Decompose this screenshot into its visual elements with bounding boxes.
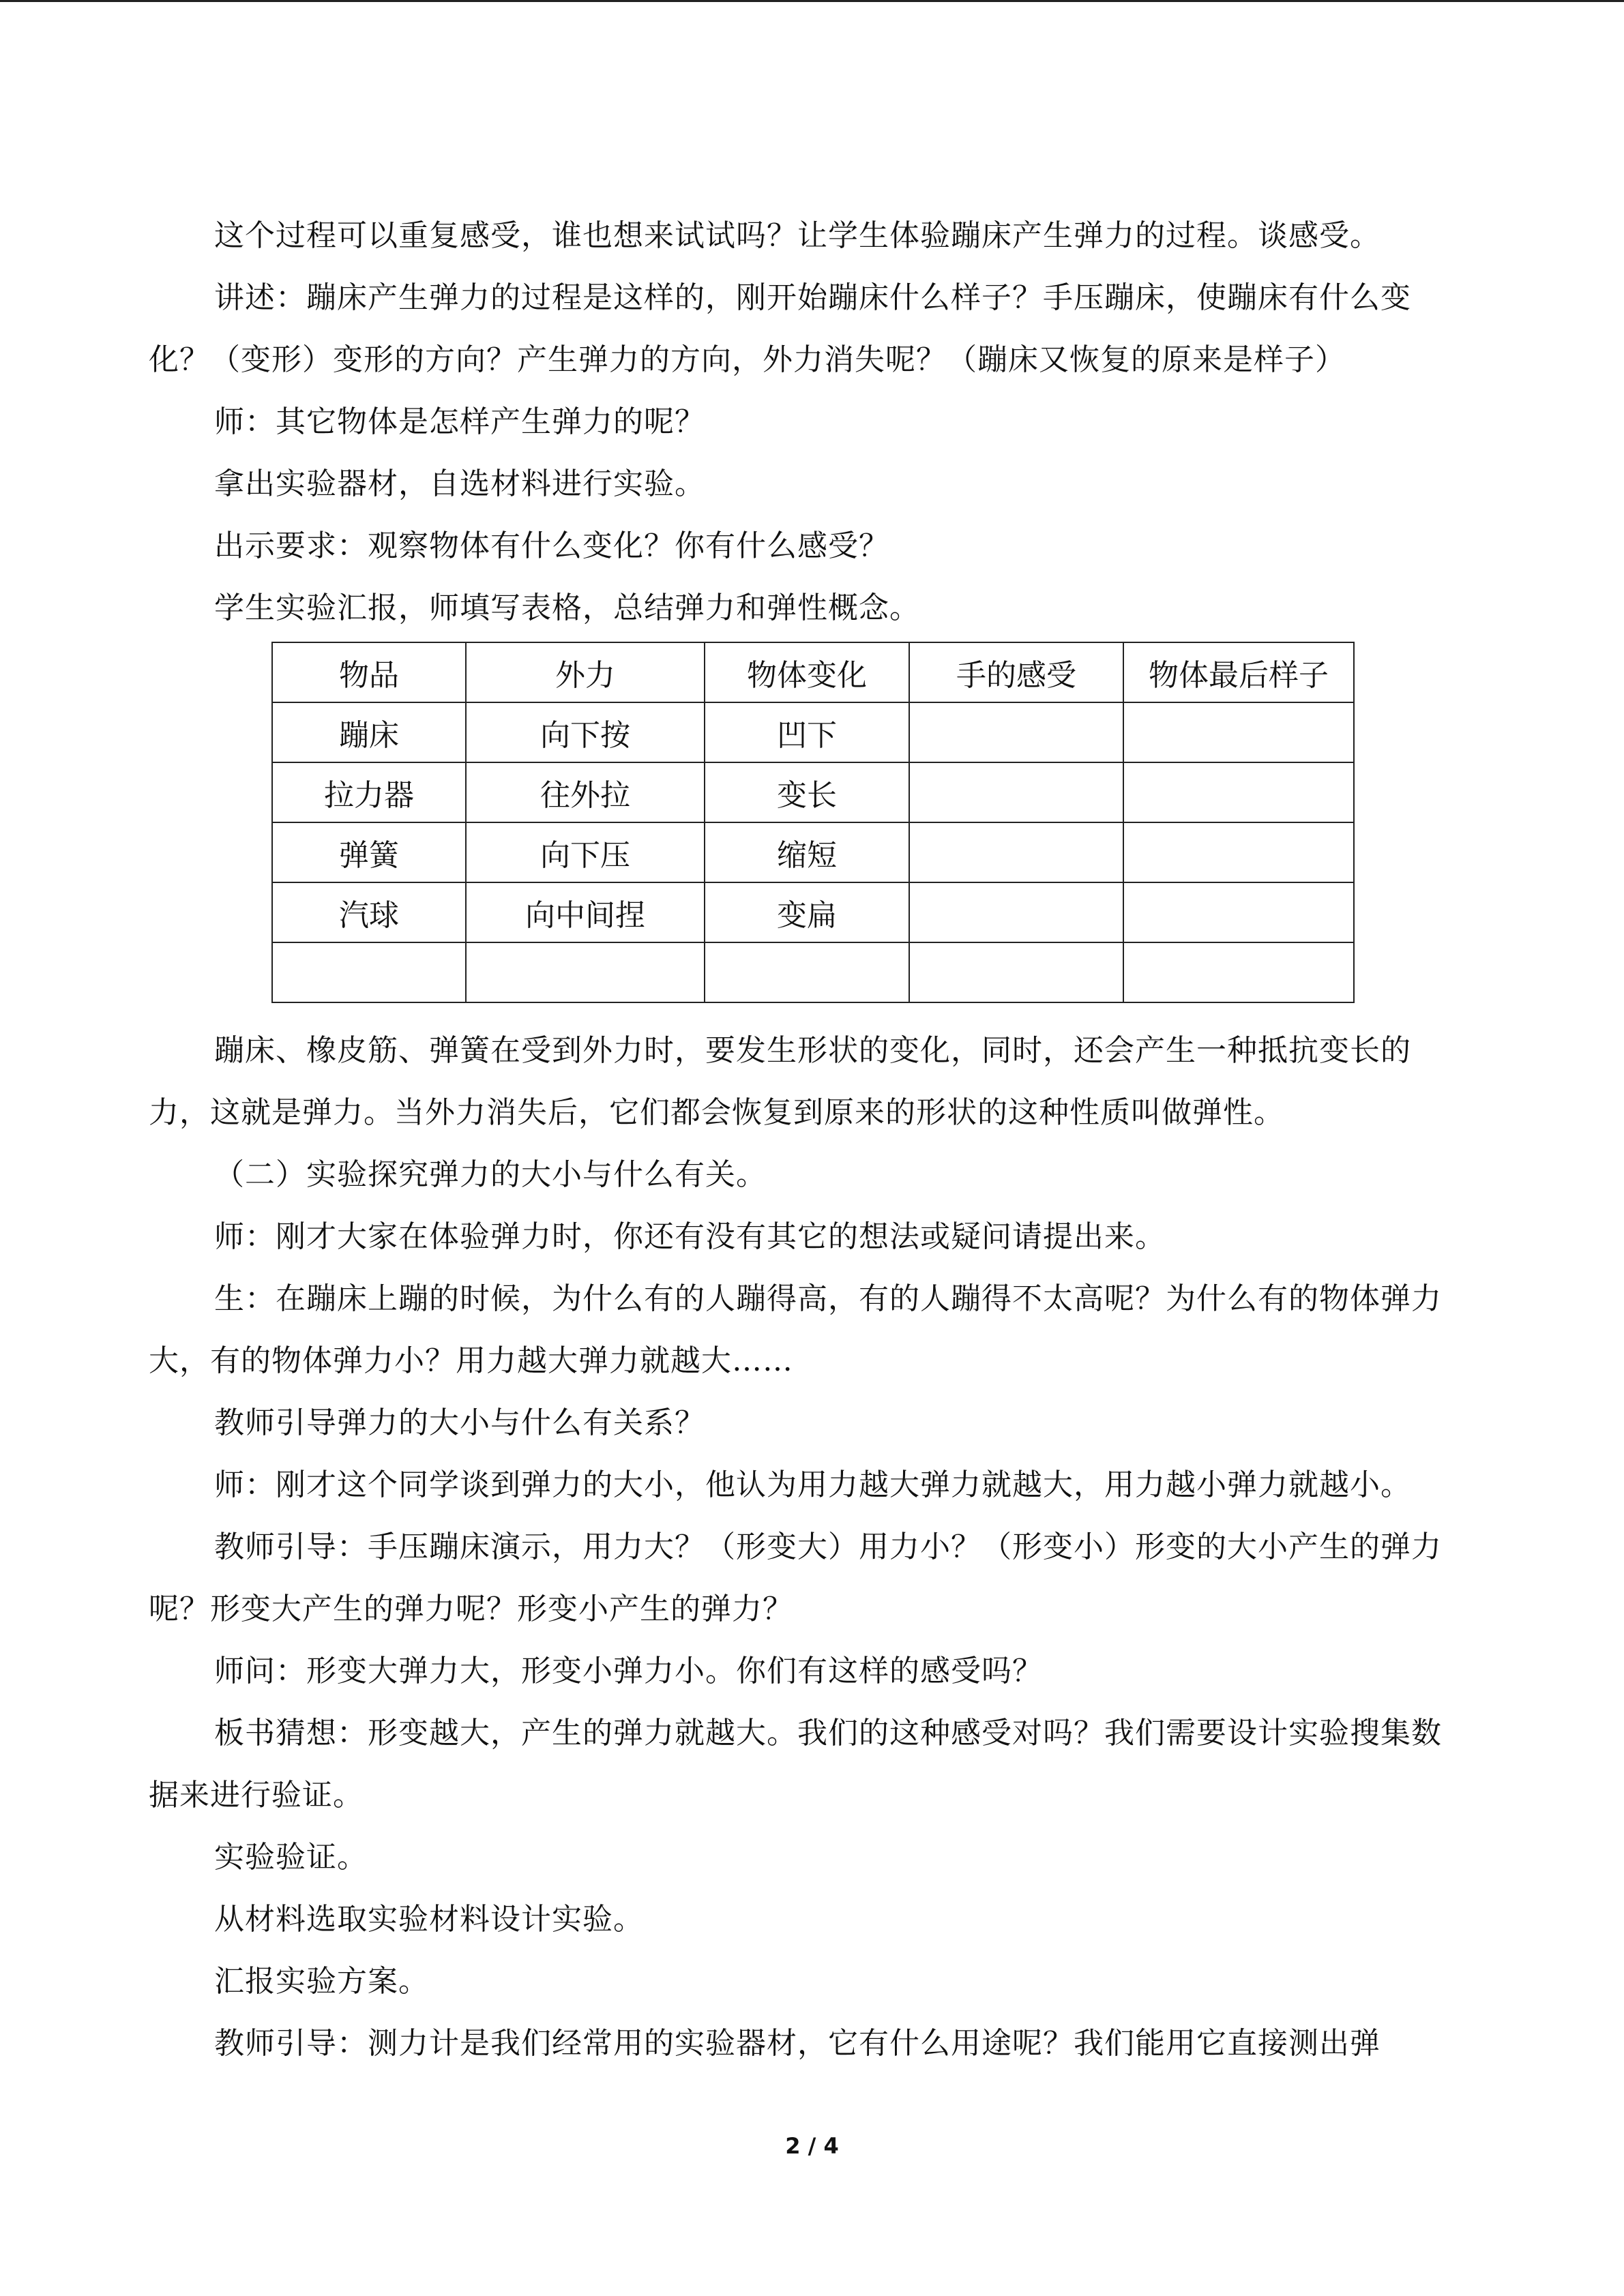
paragraph: 教师引导：手压蹦床演示，用力大？（形变大）用力小？（形变小）形变的大小产生的弹力呢？形变大产生的弹力呢？形变小产生的弹力？ xyxy=(149,1530,1442,1626)
table-cell: 向中间捏 xyxy=(466,882,705,942)
paragraph: 板书猜想：形变越大，产生的弹力就越大。我们的这种感受对吗？我们需要设计实验搜集数据来进行验证。 xyxy=(149,1716,1442,1813)
table-header-row xyxy=(272,642,1354,702)
table-cell xyxy=(1123,822,1354,882)
paragraph: 这个过程可以重复感受，谁也想来试试吗？让学生体验蹦床产生弹力的过程。谈感受。 xyxy=(214,218,1381,253)
paragraph: 出示要求：观察物体有什么变化？你有什么感受？ xyxy=(214,528,889,563)
table-cell xyxy=(272,942,466,1002)
table-cell: 变长 xyxy=(705,762,909,822)
paragraph: 拿出实验器材，自选材料进行实验。 xyxy=(214,466,705,501)
table-cell xyxy=(466,942,705,1002)
page-number: 2 / 4 xyxy=(785,2133,839,2159)
table-cell: 汽球 xyxy=(272,882,466,942)
table-row xyxy=(272,702,1354,762)
table-header-cell: 手的感受 xyxy=(909,642,1123,702)
paragraph: 师：刚才这个同学谈到弹力的大小，他认为用力越大弹力就越大，用力越小弹力就越小。 xyxy=(214,1467,1411,1502)
table-cell: 变扁 xyxy=(705,882,909,942)
table-cell xyxy=(1123,762,1354,822)
table-cell xyxy=(1123,882,1354,942)
table-cell: 缩短 xyxy=(705,822,909,882)
table-cell xyxy=(909,882,1123,942)
table-row xyxy=(272,762,1354,822)
top-border-line xyxy=(0,0,1624,2)
table-cell xyxy=(1123,702,1354,762)
table-cell: 弹簧 xyxy=(272,822,466,882)
table-cell: 往外拉 xyxy=(466,762,705,822)
table-header-cell: 物体变化 xyxy=(705,642,909,702)
table-row xyxy=(272,822,1354,882)
paragraph: 师：刚才大家在体验弹力时，你还有没有其它的想法或疑问请提出来。 xyxy=(214,1219,1166,1254)
table-row xyxy=(272,942,1354,1002)
paragraph: 教师引导：测力计是我们经常用的实验器材，它有什么用途呢？我们能用它直接测出弹 xyxy=(214,2026,1381,2061)
paragraph: 教师引导弹力的大小与什么有关系？ xyxy=(214,1405,705,1440)
paragraph: 生：在蹦床上蹦的时候，为什么有的人蹦得高，有的人蹦得不太高呢？为什么有的物体弹力大，有的物体弹力小？用力越大弹力就越大…… xyxy=(149,1281,1442,1378)
table-cell: 蹦床 xyxy=(272,702,466,762)
experiment-table xyxy=(271,642,1355,1003)
table-header-cell: 物体最后样子 xyxy=(1123,642,1354,702)
table-cell xyxy=(909,942,1123,1002)
table-cell: 凹下 xyxy=(705,702,909,762)
table-cell: 拉力器 xyxy=(272,762,466,822)
table-cell xyxy=(909,822,1123,882)
paragraph: 师：其它物体是怎样产生弹力的呢？ xyxy=(214,404,705,439)
table-cell xyxy=(1123,942,1354,1002)
table-header-cell: 物品 xyxy=(272,642,466,702)
paragraph: 学生实验汇报，师填写表格，总结弹力和弹性概念。 xyxy=(214,591,920,625)
table-row xyxy=(272,882,1354,942)
table-cell xyxy=(909,762,1123,822)
paragraph: 汇报实验方案。 xyxy=(214,1964,429,1999)
paragraph: 从材料选取实验材料设计实验。 xyxy=(214,1902,644,1937)
section-heading: （二）实验探究弹力的大小与什么有关。 xyxy=(214,1157,767,1192)
paragraph: 师问：形变大弹力大，形变小弹力小。你们有这样的感受吗？ xyxy=(214,1654,1043,1688)
table-cell: 向下压 xyxy=(466,822,705,882)
paragraph: 蹦床、橡皮筋、弹簧在受到外力时，要发生形状的变化，同时，还会产生一种抵抗变长的力，这就是弹力。当外力消失后，它们都会恢复到原来的形状的这种性质叫做弹性。 xyxy=(149,1033,1411,1130)
table-header-cell: 外力 xyxy=(466,642,705,702)
paragraph: 实验验证。 xyxy=(214,1840,368,1875)
table-cell: 向下按 xyxy=(466,702,705,762)
document-body xyxy=(149,205,1460,2074)
table-cell xyxy=(705,942,909,1002)
table-cell xyxy=(909,702,1123,762)
paragraph: 讲述：蹦床产生弹力的过程是这样的，刚开始蹦床什么样子？手压蹦床，使蹦床有什么变化？（变形）变形的方向？产生弹力的方向，外力消失呢？（蹦床又恢复的原来是样子） xyxy=(149,280,1411,377)
